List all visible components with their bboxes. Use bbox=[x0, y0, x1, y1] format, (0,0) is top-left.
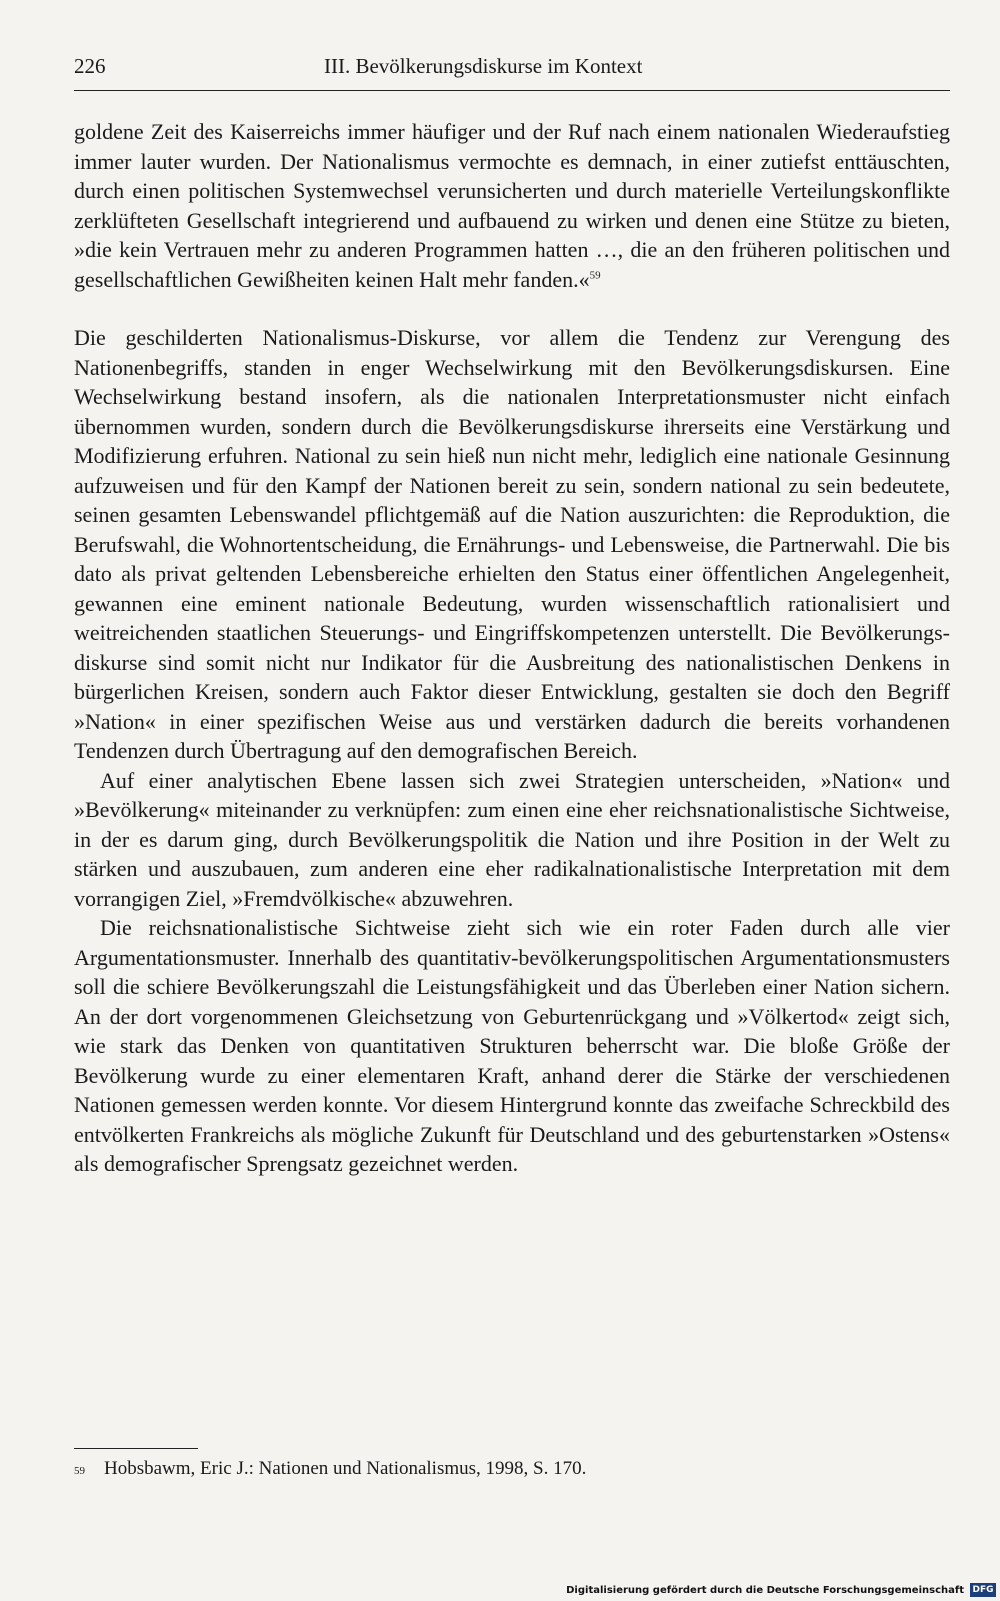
header-rule bbox=[74, 90, 950, 91]
footnote-rule bbox=[74, 1448, 198, 1449]
running-head: III. Bevölkerungsdiskurse im Kontext bbox=[324, 54, 643, 78]
dfg-logo-icon[interactable]: DFG bbox=[970, 1583, 996, 1597]
paragraph-1-text: goldene Zeit des Kaiserreichs immer häufiger und der Ruf nach einem nationalen Wiederaufstieg immer lauter wurden. Der Nationalismus vermochte es demnach, in einer zutiefst enttäuschten, durch einen politischen Systemwechsel verunsicherten und durch materielle Verteilungskonflikte zerklüfteten Gesellschaft integrierend und aufbauend zu wirken und denen eine Stütze zu bieten, »die kein Vertrauen mehr zu anderen Programmen hatten …, die an den früheren politischen und gesellschaftlichen Gewißheiten keinen Halt mehr fanden.« bbox=[74, 119, 950, 292]
footnote-reference[interactable]: 59 bbox=[589, 269, 601, 282]
page-header bbox=[74, 54, 950, 86]
footnote-text: Hobsbawm, Eric J.: Nationen und Nationalismus, 1998, S. 170. bbox=[104, 1458, 587, 1479]
paragraph-1 bbox=[74, 117, 950, 294]
paragraph-4: Die reichsnationalistische Sichtweise zieht sich wie ein roter Faden durch alle vier Argumentationsmuster. Innerhalb des quantitativ-bevölkerungspolitischen Argumentationsmusters soll die schiere Bevölkerungszahl die Leistungsfähigkeit und das Überleben einer Nation sichern. An der dort vorgenommenen Gleichsetzung von Geburtenrückgang und »Völkertod« zeigt sich, wie stark das Denken von quantitativen Strukturen beherrscht war. Die bloße Größe der Bevölkerung wurde zu einer elementaren Kraft, anhand derer die Stärke der verschiedenen Nationen gemessen werden konnte. Vor diesem Hintergrund konnte das zweifache Schreckbild des entvölkerten Frankreichs als mögliche Zukunft für Deutschland und des geburtenstarken »Ostens« als demografischer Sprengsatz gezeichnet werden. bbox=[74, 915, 950, 1176]
digitization-footer bbox=[566, 1579, 1000, 1601]
body-text bbox=[74, 117, 950, 1179]
paragraph-3: Auf einer analytischen Ebene lassen sich zwei Strategien unterscheiden, »Nation« und »Bevölkerung« miteinander zu verknüpfen: zum einen eine eher reichsnationalistische Sichtweise, in der es darum ging, durch Bevölkerungspolitik die Nation und ihre Position in der Welt zu stärken und auszubauen, zum anderen eine eher radikalnationalistische Interpretation mit dem vorrangigen Ziel, »Fremdvölkische« abzuwehren. bbox=[74, 767, 950, 911]
page-number: 226 bbox=[74, 54, 106, 78]
footnote-number: 59 bbox=[74, 1465, 85, 1477]
paragraph-2: Die geschilderten Nationalismus-Diskurse, vor allem die Tendenz zur Verengung des Nationenbegriffs, standen in enger Wechselwirkung mit den Bevölkerungsdiskursen. Eine Wechselwirkung bestand insofern, als die nationalen Interpretationsmuster nicht einfach übernommen wurden, sondern durch die Bevölkerungsdiskurse ihrerseits eine Verstärkung und Modifizierung erfuhren. National zu sein hieß nun nicht mehr, lediglich eine nationale Gesinnung aufzuweisen und für den Kampf der Nationen bereit zu sein, sondern national zu sein bedeutete, seinen gesamten Lebenswandel pflichtgemäß auf die Nation auszurichten: die Reproduktion, die Berufswahl, die Wohnortentscheidung, die Ernährungs- und Lebensweise, die Partnerwahl. Die bis dato als privat geltenden Lebensbereiche erhielten den Status einer öffentlichen Angelegenheit, gewannen eine eminent nationale Bedeutung, wurden wissenschaftlich rationalisiert und weitreichenden staatlichen Steuerungs- und Eingriffskompetenzen unterstellt. Die Bevölkerungsdiskurse sind somit nicht nur Indikator für die Ausbreitung des nationalistischen Denkens in bürgerlichen Kreisen, sondern auch Faktor dieser Entwicklung, gestalten sie doch den Begriff »Nation« in einer spezifischen Weise aus und verstärken dadurch die bereits vorhandenen Tendenzen durch Übertragung auf den demografischen Bereich. bbox=[74, 325, 950, 763]
footer-credit: Digitalisierung gefördert durch die Deutsche Forschungsgemeinschaft bbox=[566, 1584, 964, 1596]
footnote bbox=[74, 1456, 950, 1482]
